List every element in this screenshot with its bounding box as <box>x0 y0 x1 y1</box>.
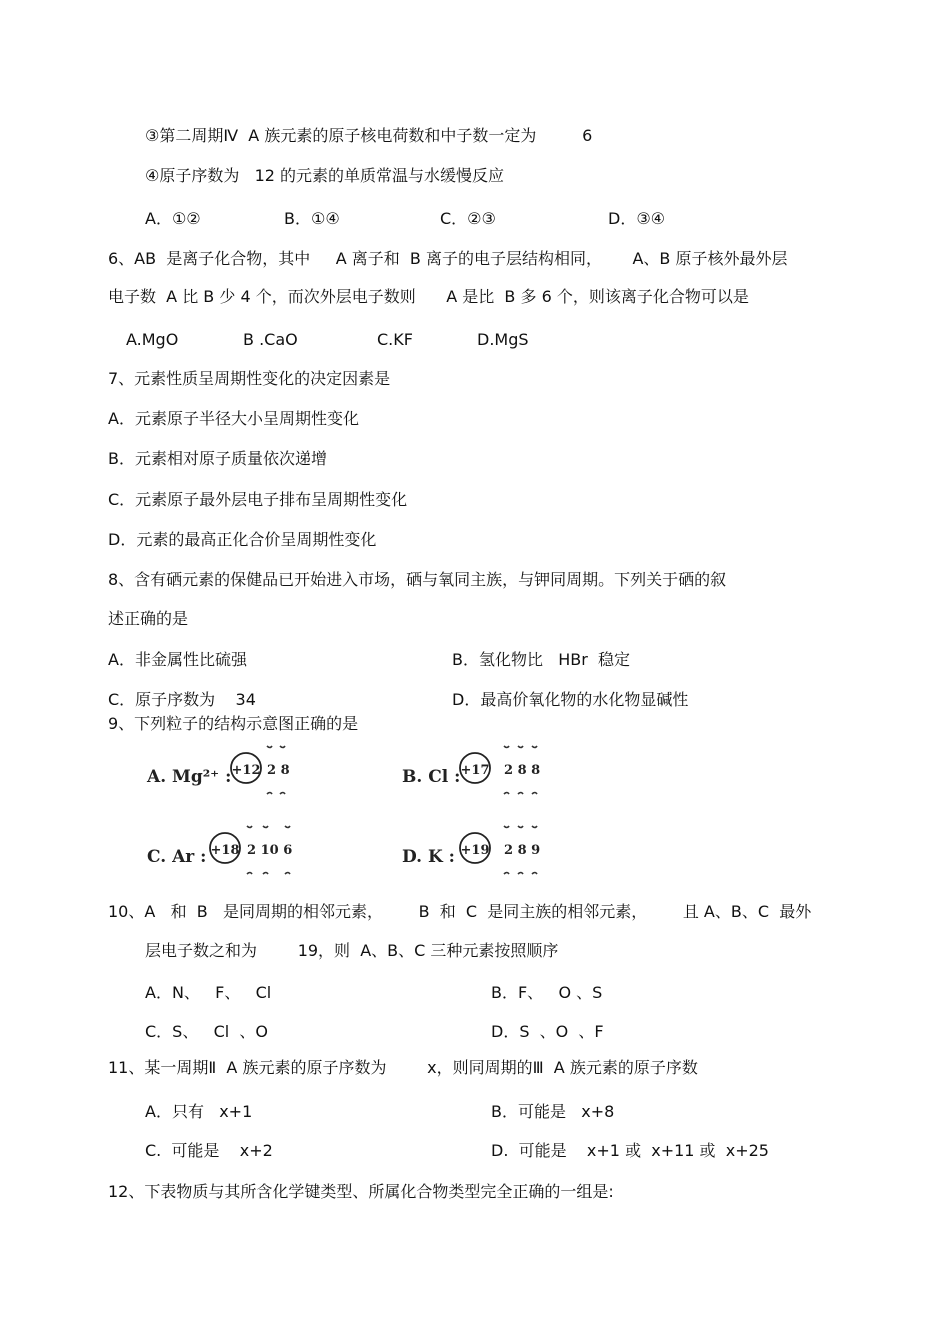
q11-option-a: A．只有 x+1 <box>145 1102 253 1121</box>
q9-diagram-a-label: A. Mg²⁺ : <box>147 767 232 787</box>
q7-option-d: D．元素的最高正化合价呈周期性变化 <box>108 530 377 549</box>
q7-option-b: B．元素相对原子质量依次递增 <box>108 449 327 468</box>
q9-diagram-c-label: C. Ar : <box>147 847 207 867</box>
q10-stem-line-2: 层电子数之和为 19，则 A、B、C 三种元素按照顺序 <box>145 941 559 960</box>
electron-shell-arcs-bottom <box>504 793 537 795</box>
q7-option-a: A．元素原子半径大小呈周期性变化 <box>108 409 359 428</box>
q11-option-b: B．可能是 x+8 <box>491 1102 615 1121</box>
q10-option-d: D．S 、O 、F <box>491 1022 604 1041</box>
electron-shell-arcs-top <box>504 746 537 748</box>
electron-shell-arcs-bottom <box>247 873 290 875</box>
q8-stem-line-1: 8、含有硒元素的保健品已开始进入市场，硒与氧同主族，与钾同周期。下列关于硒的叙 <box>108 570 727 589</box>
q9-diagram-b-shells: 2 8 8 <box>504 763 541 778</box>
q9-diagram-d <box>400 818 565 882</box>
q11-stem: 11、某一周期Ⅱ A 族元素的原子序数为 x，则同周期的Ⅲ A 族元素的原子序数 <box>108 1058 698 1077</box>
q5-statement-3: ③第二周期Ⅳ A 族元素的原子核电荷数和中子数一定为 6 <box>145 126 593 145</box>
q6-option-d: D.MgS <box>477 330 529 349</box>
q9-diagram-c-nucleus: +18 <box>210 843 240 858</box>
q9-diagram-b-label: B. Cl : <box>402 767 461 787</box>
q10-stem-line-1: 10、A 和 B 是同周期的相邻元素， B 和 C 是同主族的相邻元素， 且 A、B、C 最外 <box>108 902 812 921</box>
q9-diagram-b <box>400 738 565 802</box>
q8-option-b: B．氢化物比 HBr 稳定 <box>452 650 630 669</box>
q6-option-c: C.KF <box>377 330 413 349</box>
q9-diagram-a-shells: 2 8 <box>267 763 290 778</box>
electron-shell-arcs-top <box>267 746 285 748</box>
q10-option-b: B．F、 O 、S <box>491 983 603 1002</box>
q9-diagram-a-nucleus: +12 <box>231 763 261 778</box>
q11-option-c: C. 可能是 x+2 <box>145 1141 273 1160</box>
q8-stem-line-2: 述正确的是 <box>108 609 189 628</box>
q6-option-b: B .CaO <box>243 330 298 349</box>
q7-stem: 7、元素性质呈周期性变化的决定因素是 <box>108 369 391 388</box>
q8-option-d: D．最高价氧化物的水化物显碱性 <box>452 690 689 709</box>
q9-diagram-d-shells: 2 8 9 <box>504 843 541 858</box>
q5-option-c: C．②③ <box>440 209 496 228</box>
q6-stem-line-1: 6、AB 是离子化合物，其中 A 离子和 B 离子的电子层结构相同， A、B 原子核外最外层 <box>108 249 788 268</box>
q9-stem: 9、下列粒子的结构示意图正确的是 <box>108 714 359 733</box>
q10-option-a: A．N、 F、 Cl <box>145 983 272 1002</box>
q9-diagram-c <box>145 818 315 882</box>
q12-stem: 12、下表物质与其所含化学键类型、所属化合物类型完全正确的一组是: <box>108 1182 614 1201</box>
q5-statement-4: ④原子序数为 12 的元素的单质常温与水缓慢反应 <box>145 166 505 185</box>
q9-diagram-b-nucleus: +17 <box>460 763 490 778</box>
q10-option-c: C．S、 Cl 、O <box>145 1022 268 1041</box>
electron-shell-arcs-bottom <box>504 873 537 875</box>
electron-shell-arcs-bottom <box>267 793 285 795</box>
q11-option-d: D. 可能是 x+1 或 x+11 或 x+25 <box>491 1141 769 1160</box>
q8-option-c: C．原子序数为 34 <box>108 690 256 709</box>
q5-option-d: D．③④ <box>608 209 666 228</box>
q9-diagram-a <box>145 738 310 802</box>
electron-shell-arcs-top <box>247 826 290 828</box>
electron-shell-arcs-top <box>504 826 537 828</box>
q6-stem-line-2: 电子数 A 比 B 少 4 个，而次外层电子数则 A 是比 B 多 6 个，则该离子化合物可以是 <box>108 287 749 306</box>
q5-option-a: A．①② <box>145 209 201 228</box>
q6-option-a: A.MgO <box>126 330 179 349</box>
q8-option-a: A．非金属性比硫强 <box>108 650 247 669</box>
q7-option-c: C．元素原子最外层电子排布呈周期性变化 <box>108 490 408 509</box>
q9-diagram-d-nucleus: +19 <box>460 843 490 858</box>
q9-diagram-d-label: D. K : <box>402 847 455 867</box>
q9-diagram-c-shells: 2 10 6 <box>247 843 293 858</box>
q5-option-b: B．①④ <box>284 209 340 228</box>
